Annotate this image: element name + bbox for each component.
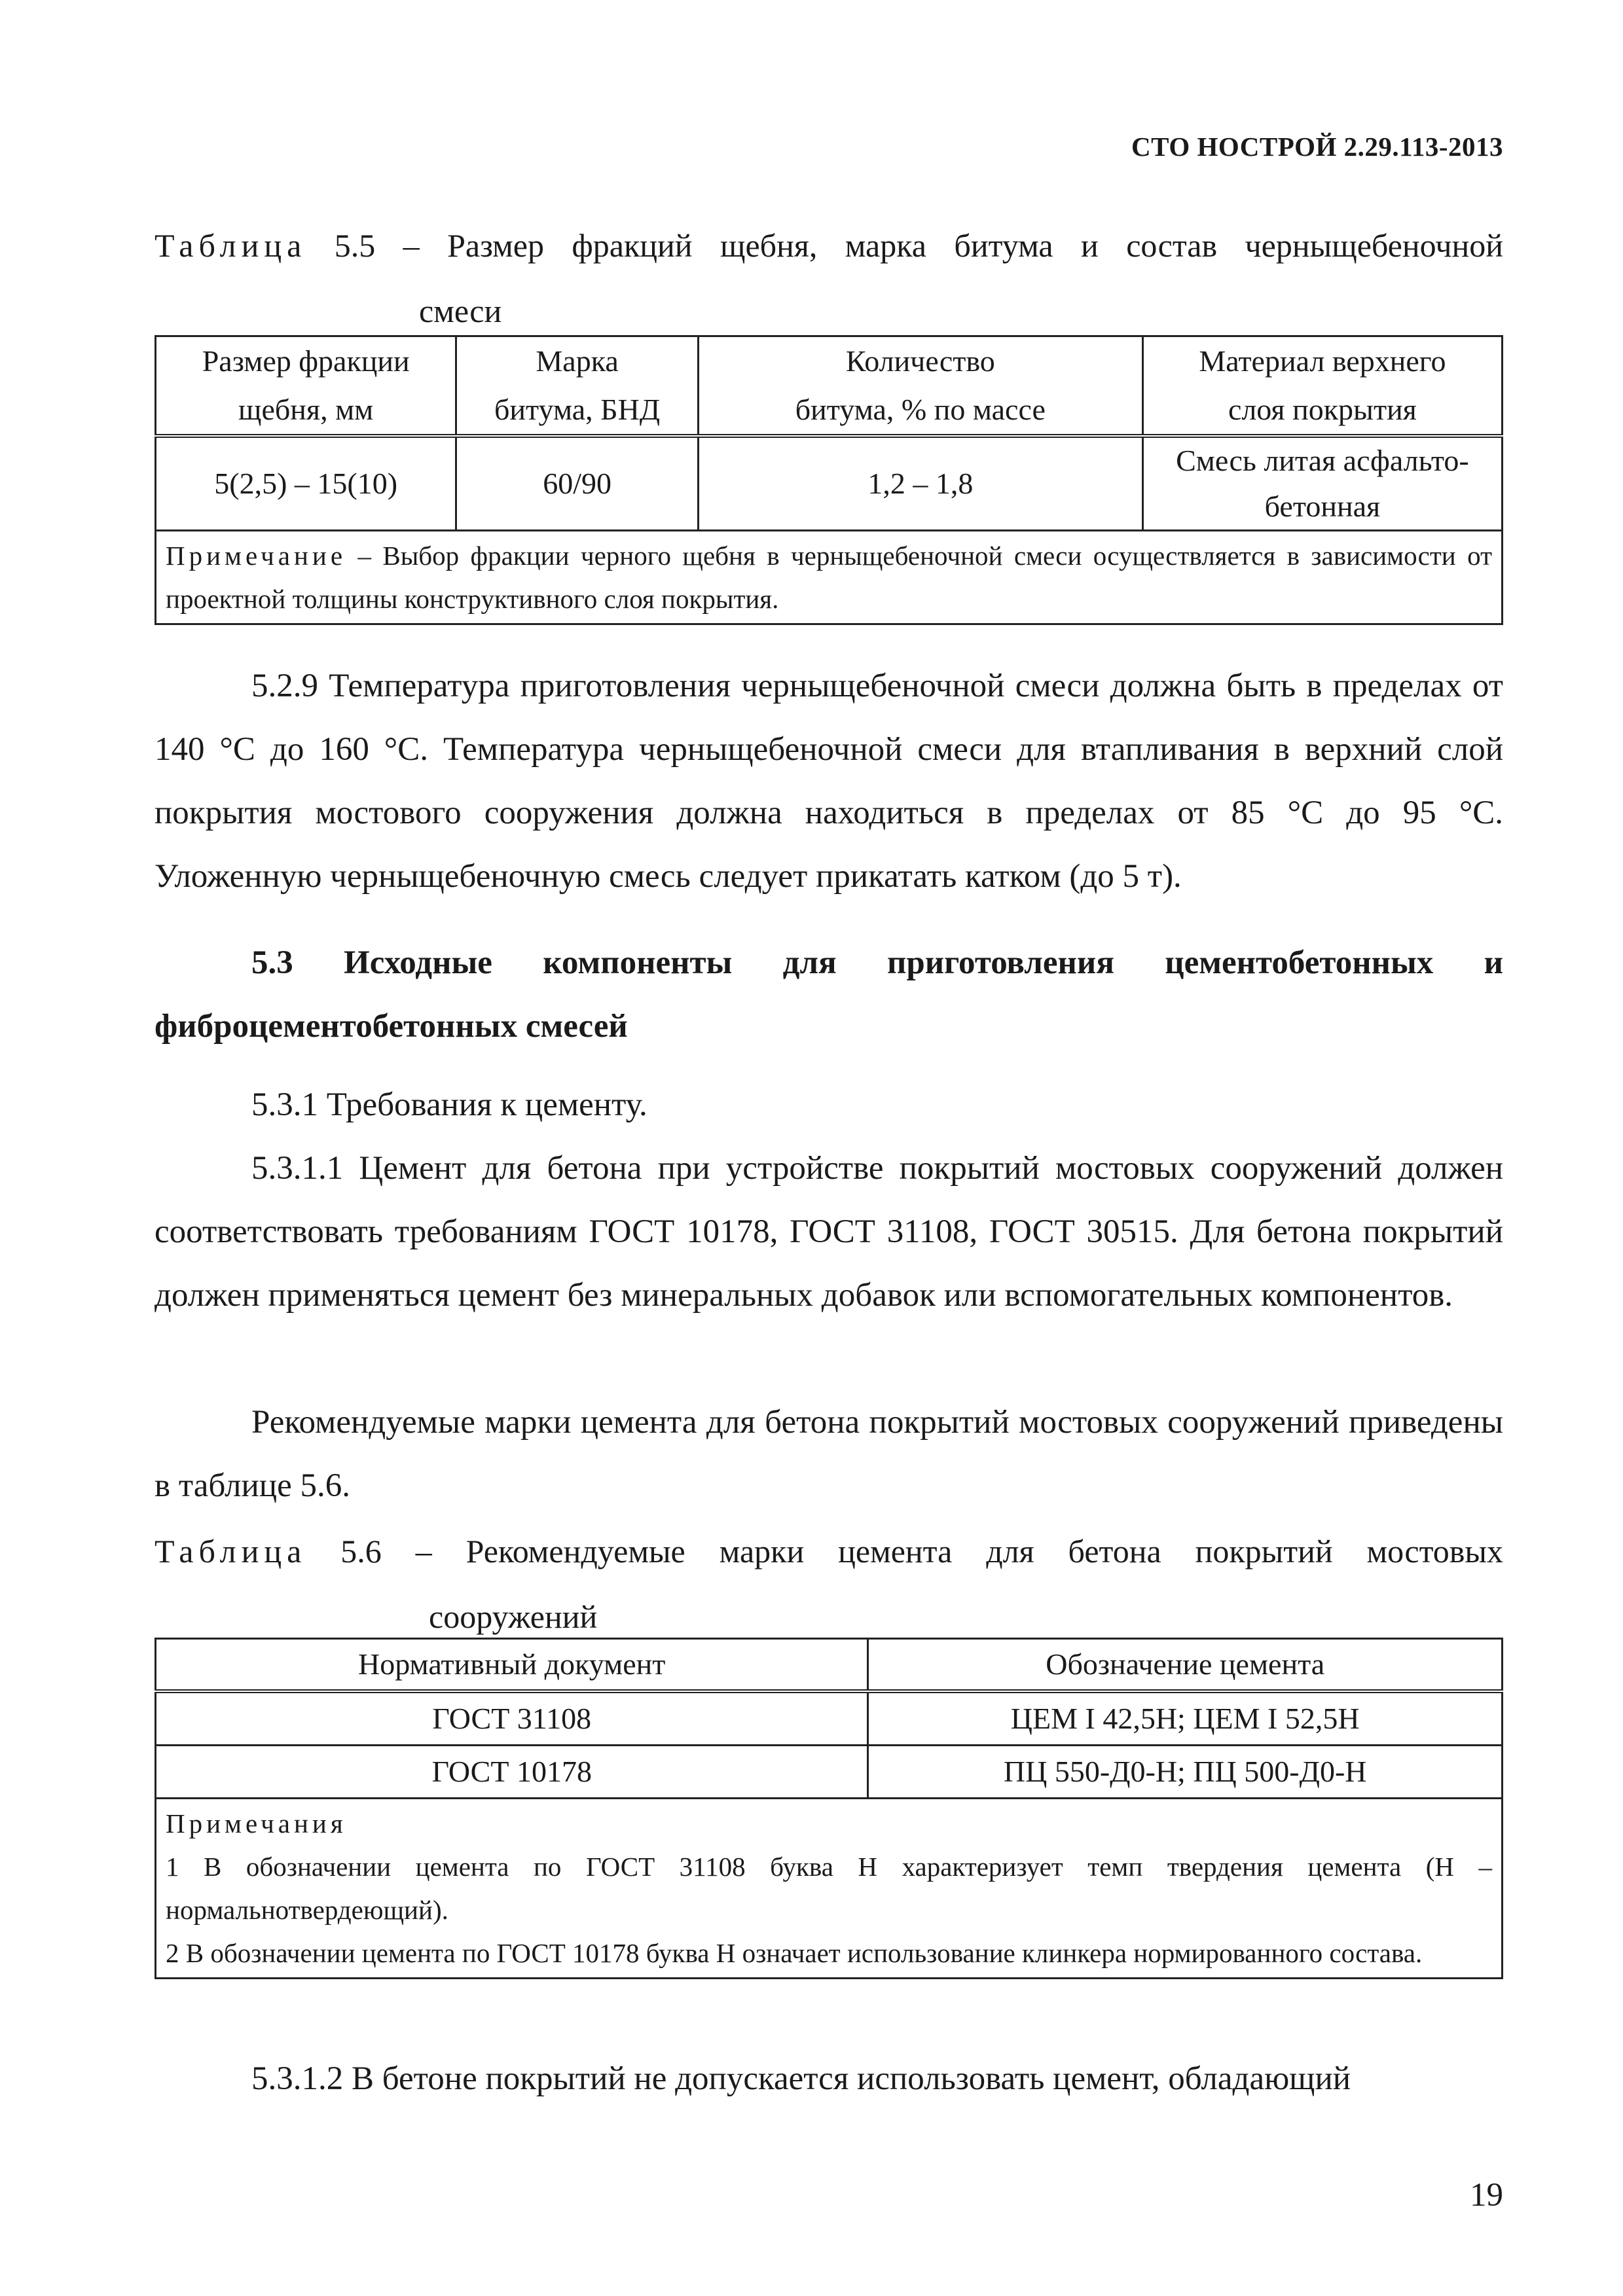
table-cell: ГОСТ 10178	[156, 1746, 868, 1799]
table-cell: 5(2,5) – 15(10)	[156, 436, 456, 531]
page-number: 19	[1470, 2177, 1503, 2214]
table-row	[156, 1691, 1503, 1746]
table-5-5	[155, 335, 1503, 625]
cell-line: бетонная	[1264, 490, 1381, 523]
paragraph-5-2-9: 5.2.9 Температура приготовления черныщебеночной смеси должна быть в пределах от 140 °С до 160 °С. Температура черныщебеночной смеси для втапливания в верхний слой покрытия мостового сооружения должна находиться в пределах от 85 °С до 95 °С. Уложенную черныщебеночную смесь следует прикатать катком (до 5 т).	[155, 668, 1503, 895]
header-cell-bitumen-grade	[456, 336, 699, 437]
header-line: слоя покрытия	[1228, 393, 1417, 426]
section-heading-5-3: 5.3 Исходные компоненты для приготовления цементобетонных и фиброцементобетонных смесей	[155, 944, 1503, 1045]
table-cell: ГОСТ 31108	[156, 1691, 868, 1746]
paragraph-5-3-1-2: 5.3.1.2 В бетоне покрытий не допускается использовать цемент, обладающий	[251, 2060, 1351, 2097]
table-cell	[1142, 436, 1502, 531]
table-5-6-caption-text: 5.6 – Рекомендуемые марки цемента для бетона покрытий мостовых	[306, 1533, 1503, 1570]
table-row	[156, 1746, 1503, 1799]
paragraph-5-3-1: 5.3.1 Требования к цементу.	[251, 1086, 647, 1123]
header-cell-top-layer-material	[1142, 336, 1502, 437]
note-1: 1 В обозначении цемента по ГОСТ 31108 буква Н характеризует темп твердения цемента (Н – нормальнотвердеющий).	[166, 1852, 1492, 1925]
cell-line: Смесь литая асфальто-	[1176, 444, 1469, 477]
note-heading: Примечание	[166, 541, 347, 571]
header-line: Размер фракции	[202, 344, 410, 378]
table-5-5-caption-word: Таблица	[155, 227, 307, 264]
table-note-row	[156, 1799, 1503, 1979]
header-cell-cement-designation: Обозначение цемента	[868, 1639, 1503, 1692]
note-text: – Выбор фракции черного щебня в черныщебеночной смеси осуществляется в зависимости от проектной толщины конструктивного слоя покрытия.	[166, 541, 1492, 614]
table-cell: ЦЕМ I 42,5Н; ЦЕМ I 52,5Н	[868, 1691, 1503, 1746]
table-note-row	[156, 531, 1503, 624]
header-cell-bitumen-amount	[698, 336, 1142, 437]
header-line: Количество	[845, 344, 995, 378]
table-5-5-caption-continuation: смеси	[419, 293, 502, 329]
table-header-row	[156, 1639, 1503, 1692]
table-notes	[156, 1799, 1503, 1979]
table-cell: ПЦ 550-Д0-Н; ПЦ 500-Д0-Н	[868, 1746, 1503, 1799]
table-cell: 60/90	[456, 436, 699, 531]
table-note	[156, 531, 1503, 624]
table-5-6-caption-continuation: сооружений	[429, 1598, 598, 1635]
header-line: Марка	[536, 344, 619, 378]
document-code-header: СТО НОСТРОЙ 2.29.113-2013	[1131, 132, 1503, 162]
header-line: битума, % по массе	[795, 393, 1046, 426]
table-row	[156, 436, 1503, 531]
table-5-5-caption	[155, 226, 1503, 265]
header-cell-normative-document: Нормативный документ	[156, 1639, 868, 1692]
notes-heading: Примечания	[166, 1808, 347, 1839]
table-5-5-caption-text: 5.5 – Размер фракций щебня, марка битума и состав черныщебеночной	[306, 227, 1503, 264]
paragraph-5-3-1-1: 5.3.1.1 Цемент для бетона при устройстве покрытий мостовых сооружений должен соответствовать требованиям ГОСТ 10178, ГОСТ 31108, ГОСТ 30515. Для бетона покрытий должен применяться цемент без минеральных добавок или вспомогательных компонентов.	[155, 1150, 1503, 1314]
header-line: щебня, мм	[238, 393, 374, 426]
paragraph-recommended-cement: Рекомендуемые марки цемента для бетона покрытий мостовых сооружений приведены в таблице 5.6.	[155, 1404, 1503, 1504]
table-5-6-caption-word: Таблица	[155, 1533, 307, 1570]
table-header-row	[156, 336, 1503, 437]
table-5-6	[155, 1638, 1503, 1979]
header-line: Материал верхнего	[1199, 344, 1446, 378]
table-cell: 1,2 – 1,8	[698, 436, 1142, 531]
note-2: 2 В обозначении цемента по ГОСТ 10178 буква Н означает использование клинкера нормированного состава.	[166, 1938, 1423, 1968]
header-cell-fraction	[156, 336, 456, 437]
table-5-6-caption	[155, 1532, 1503, 1571]
header-line: битума, БНД	[494, 393, 661, 426]
